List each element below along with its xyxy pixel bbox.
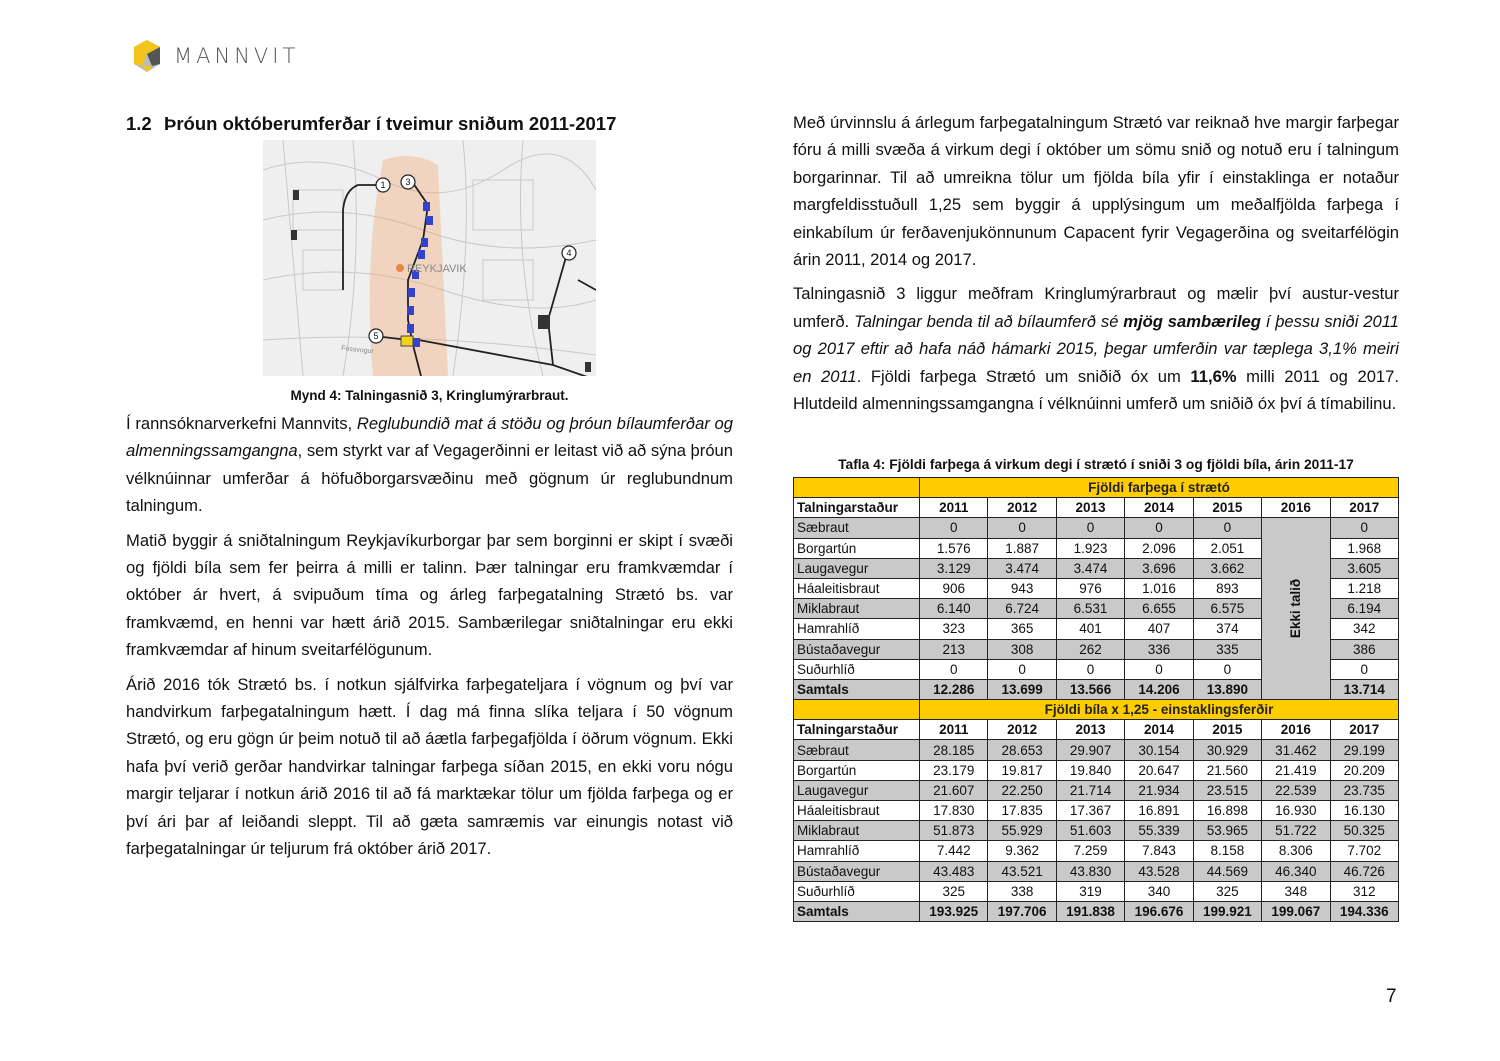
table-cell: 23.515 <box>1193 780 1261 800</box>
table-cell: 21.560 <box>1193 760 1261 780</box>
table-cell: 374 <box>1193 619 1261 639</box>
table-cell: 7.259 <box>1056 841 1124 861</box>
column-header: 2015 <box>1193 720 1261 740</box>
table-cell: 8.306 <box>1262 841 1330 861</box>
table-cell: 342 <box>1330 619 1398 639</box>
page-number: 7 <box>1386 986 1397 1007</box>
row-label: Hamrahlíð <box>794 619 920 639</box>
table-cell: 340 <box>1125 881 1193 901</box>
table-cell: 0 <box>920 659 988 679</box>
right-column <box>793 109 1399 424</box>
not-counted-cell <box>1262 518 1330 700</box>
table-cell: 16.891 <box>1125 801 1193 821</box>
table-cell: 196.676 <box>1125 901 1193 921</box>
row-label: Háaleitisbraut <box>794 578 920 598</box>
table-cell: 3.662 <box>1193 558 1261 578</box>
table-cell: 12.286 <box>920 679 988 699</box>
table-cell: 22.250 <box>988 780 1056 800</box>
table-cell: 0 <box>1056 659 1124 679</box>
table-cell: 14.206 <box>1125 679 1193 699</box>
table-cell: 30.154 <box>1125 740 1193 760</box>
row-label: Laugavegur <box>794 780 920 800</box>
column-header: 2014 <box>1125 720 1193 740</box>
row-label: Suðurhlíð <box>794 659 920 679</box>
table-cell: 3.129 <box>920 558 988 578</box>
table-cell: 29.907 <box>1056 740 1124 760</box>
paragraph-1 <box>126 410 733 520</box>
table-cell: 29.199 <box>1330 740 1398 760</box>
paragraph-2: Matið byggir á sniðtalningum Reykjavíkurborgar þar sem borginni er skipt í svæði og fjöldi bíla sem fer þeirra á milli er talinn. Þær talningar eru framkvæmdar í október ár hvert, á svipuðum tíma og árleg farþegatalning Strætó bs. var framkvæmd, en henni var hætt árið 2015. Sambærilegar sniðtalningar eru ekki framkvæmdar af hinum sveitarfélögunum. <box>126 530 733 660</box>
table-cell: 28.653 <box>988 740 1056 760</box>
table-cell: 1.923 <box>1056 538 1124 558</box>
table-cell: 308 <box>988 639 1056 659</box>
table-cell: 16.898 <box>1193 801 1261 821</box>
table-cell: 199.067 <box>1262 901 1330 921</box>
row-label: Bústaðavegur <box>794 639 920 659</box>
table-cell: 0 <box>1125 518 1193 538</box>
table-band-title: Fjöldi farþega í strætó <box>920 478 1399 498</box>
table-cell: 0 <box>1056 518 1124 538</box>
table-cell: 31.462 <box>1262 740 1330 760</box>
table-cell: 1.218 <box>1330 578 1398 598</box>
paragraph-4: Með úrvinnslu á árlegum farþegatalningum Strætó var reiknað hve margir farþegar fóru á milli svæða á virkum degi í október um sömu snið og notuð eru í talningum borgarinnar. Til að umreikna tölur um fjölda bíla yfir í einstaklinga er notaður margfeldisstuðull 1,25 sem byggir á upplýsingum um meðalfjölda farþega í einkabílum úr ferðavenjukönnunum Capacent fyrir Vegagerðina og sveitarfélögin árin 2011, 2014 og 2017. <box>793 113 1399 270</box>
column-header: 2014 <box>1125 498 1193 518</box>
table-cell: 51.722 <box>1262 821 1330 841</box>
logo-text: MANNVIT <box>174 44 300 68</box>
table-cell: 319 <box>1056 881 1124 901</box>
table-band-title: Fjöldi bíla x 1,25 - einstaklingsferðir <box>920 700 1399 720</box>
table-cell: 312 <box>1330 881 1398 901</box>
text: milli 2011 og 2017. Hlutdeild almenningssamgangna í vélknúinni umferð um sniðið óx því á tímabilinu. <box>793 366 1399 414</box>
figure-map <box>263 140 596 376</box>
table-row <box>794 740 1399 760</box>
table-cell: 21.714 <box>1056 780 1124 800</box>
column-header: 2013 <box>1056 498 1124 518</box>
table-cell: 6.194 <box>1330 599 1398 619</box>
table-cell: 0 <box>1193 518 1261 538</box>
table-cell: 325 <box>1193 881 1261 901</box>
table-cell: 3.474 <box>988 558 1056 578</box>
table-cell: 6.724 <box>988 599 1056 619</box>
figure-caption: Mynd 4: Talningasnið 3, Kringlumýrarbraut. <box>290 388 569 403</box>
table-cell: 0 <box>1330 659 1398 679</box>
table-cell: 0 <box>988 518 1056 538</box>
table-cell: 0 <box>1330 518 1398 538</box>
table-cell: 199.921 <box>1193 901 1261 921</box>
row-label: Hamrahlíð <box>794 841 920 861</box>
table-total-row <box>794 901 1399 921</box>
column-header: 2015 <box>1193 498 1261 518</box>
table-cell: 0 <box>920 518 988 538</box>
text: , sem styrkt var af Vegagerðinni er leitast við að sýna þróun vélknúinnar umferðar á höfuðborgarsvæðinu með gögnum úr reglubundnum talningum. <box>126 441 733 516</box>
table-cell: 43.528 <box>1125 861 1193 881</box>
table-cell: 386 <box>1330 639 1398 659</box>
column-header: 2017 <box>1330 498 1398 518</box>
table-cell: 17.367 <box>1056 801 1124 821</box>
table-cell: 43.830 <box>1056 861 1124 881</box>
table-cell: 893 <box>1193 578 1261 598</box>
table-cell: 407 <box>1125 619 1193 639</box>
column-header: Talningarstaður <box>794 498 920 518</box>
table-cell: 7.442 <box>920 841 988 861</box>
table-cell: 51.603 <box>1056 821 1124 841</box>
table-cell: 28.185 <box>920 740 988 760</box>
text-bold-italic: mjög sambærileg <box>1123 311 1261 331</box>
text-bold: 11,6% <box>1190 366 1237 386</box>
table-cell: 0 <box>1193 659 1261 679</box>
column-header: 2012 <box>988 720 1056 740</box>
row-label: Sæbraut <box>794 518 920 538</box>
table-cell: 262 <box>1056 639 1124 659</box>
table-cell: 51.873 <box>920 821 988 841</box>
table-cell: 16.930 <box>1262 801 1330 821</box>
table-cell: 191.838 <box>1056 901 1124 921</box>
table-cell: 1.968 <box>1330 538 1398 558</box>
row-label: Borgartún <box>794 760 920 780</box>
project-title: Reglubundið mat á stöðu og þróun bílaumferðar og almenningssamgangna <box>126 414 734 461</box>
table-cell: 6.655 <box>1125 599 1193 619</box>
row-label: Samtals <box>794 679 920 699</box>
table-cell: 3.696 <box>1125 558 1193 578</box>
table-cell: 16.130 <box>1330 801 1398 821</box>
column-header: 2017 <box>1330 720 1398 740</box>
row-label: Sæbraut <box>794 740 920 760</box>
column-header: 2012 <box>988 498 1056 518</box>
column-header: 2011 <box>920 720 988 740</box>
left-column <box>126 410 733 870</box>
table-cell: 325 <box>920 881 988 901</box>
section-title: Þróun októberumferðar í tveimur sniðum 2011-2017 <box>164 113 617 134</box>
table-cell: 19.817 <box>988 760 1056 780</box>
not-counted-label: Ekki talið <box>1288 579 1304 639</box>
map-label-bay: Fossvogur <box>340 345 375 356</box>
text-italic: Talningar benda til að bílaumferð sé <box>854 311 1124 331</box>
table-row <box>794 801 1399 821</box>
table-cell: 213 <box>920 639 988 659</box>
text: Talningasnið 3 liggur meðfram Kringlumýrarbraut og mælir því austur-vestur umferð. <box>793 284 1399 331</box>
section-number: 1.2 <box>126 113 152 134</box>
row-label: Háaleitisbraut <box>794 801 920 821</box>
map-marker-5: 5 <box>373 331 379 341</box>
table-cell: 0 <box>1125 659 1193 679</box>
table-cell: 21.607 <box>920 780 988 800</box>
table-cell: 13.566 <box>1056 679 1124 699</box>
table-cell: 976 <box>1056 578 1124 598</box>
text-italic: í þessu sniði 2011 og 2017 eftir að hafa náð hámarki 2015, þegar umferðin var tæplega 3,1% meiri en 2011 <box>793 311 1399 386</box>
table-cell: 46.340 <box>1262 861 1330 881</box>
table-band-blank <box>794 478 920 498</box>
table-cell: 21.419 <box>1262 760 1330 780</box>
map-marker-1: 1 <box>380 180 386 190</box>
table-cell: 1.887 <box>988 538 1056 558</box>
table-cell: 13.699 <box>988 679 1056 699</box>
table-cell: 197.706 <box>988 901 1056 921</box>
map-label-city: REYKJAVIK <box>407 263 467 275</box>
table-cell: 23.735 <box>1330 780 1398 800</box>
mannvit-logo <box>130 38 299 74</box>
table-row <box>794 760 1399 780</box>
row-label: Laugavegur <box>794 558 920 578</box>
table-row <box>794 861 1399 881</box>
column-header: 2016 <box>1262 498 1330 518</box>
table-cell: 13.890 <box>1193 679 1261 699</box>
table-cell: 2.051 <box>1193 538 1261 558</box>
table-band-blank <box>794 700 920 720</box>
table-cell: 194.336 <box>1330 901 1398 921</box>
table-cell: 365 <box>988 619 1056 639</box>
row-label: Samtals <box>794 901 920 921</box>
mannvit-logo-icon <box>130 38 164 74</box>
map-marker-4: 4 <box>566 248 572 258</box>
table-cell: 6.531 <box>1056 599 1124 619</box>
table-header-row <box>794 720 1399 740</box>
table-cell: 55.339 <box>1125 821 1193 841</box>
table-band-row <box>794 478 1399 498</box>
table-cell: 1.576 <box>920 538 988 558</box>
table-cell: 46.726 <box>1330 861 1398 881</box>
table-cell: 348 <box>1262 881 1330 901</box>
row-label: Miklabraut <box>794 821 920 841</box>
table-cell: 7.843 <box>1125 841 1193 861</box>
table-cell: 19.840 <box>1056 760 1124 780</box>
table-cell: 6.575 <box>1193 599 1261 619</box>
table-cell: 50.325 <box>1330 821 1398 841</box>
row-label: Suðurhlíð <box>794 881 920 901</box>
table-header-row <box>794 498 1399 518</box>
table-cell: 17.830 <box>920 801 988 821</box>
column-header: 2013 <box>1056 720 1124 740</box>
table-cell: 7.702 <box>1330 841 1398 861</box>
section-heading <box>126 113 616 135</box>
paragraph-5 <box>793 280 1399 417</box>
column-header: 2016 <box>1262 720 1330 740</box>
table-cell: 0 <box>988 659 1056 679</box>
table-cell: 9.362 <box>988 841 1056 861</box>
column-header: Talningarstaður <box>794 720 920 740</box>
table-cell: 401 <box>1056 619 1124 639</box>
table-band-row <box>794 700 1399 720</box>
table-cell: 323 <box>920 619 988 639</box>
table-cell: 335 <box>1193 639 1261 659</box>
table-cell: 20.647 <box>1125 760 1193 780</box>
table-row <box>794 780 1399 800</box>
table-cell: 43.521 <box>988 861 1056 881</box>
table-cell: 21.934 <box>1125 780 1193 800</box>
table-cell: 336 <box>1125 639 1193 659</box>
table-row <box>794 881 1399 901</box>
column-header: 2011 <box>920 498 988 518</box>
table-cell: 2.096 <box>1125 538 1193 558</box>
data-table <box>793 477 1399 922</box>
table-cell: 17.835 <box>988 801 1056 821</box>
table-cell: 22.539 <box>1262 780 1330 800</box>
row-label: Borgartún <box>794 538 920 558</box>
table-cell: 3.474 <box>1056 558 1124 578</box>
table-cell: 1.016 <box>1125 578 1193 598</box>
table-cell: 44.569 <box>1193 861 1261 881</box>
text: Í rannsóknarverkefni Mannvits, <box>126 414 357 433</box>
row-label: Miklabraut <box>794 599 920 619</box>
table-cell: 43.483 <box>920 861 988 881</box>
table-cell: 23.179 <box>920 760 988 780</box>
table-cell: 20.209 <box>1330 760 1398 780</box>
table-cell: 53.965 <box>1193 821 1261 841</box>
map-marker-3: 3 <box>405 177 411 187</box>
table-cell: 193.925 <box>920 901 988 921</box>
table-cell: 13.714 <box>1330 679 1398 699</box>
table-row <box>794 841 1399 861</box>
text: . Fjöldi farþega Strætó um sniðið óx um <box>856 366 1191 386</box>
table-cell: 906 <box>920 578 988 598</box>
table-cell: 338 <box>988 881 1056 901</box>
paragraph-3: Árið 2016 tók Strætó bs. í notkun sjálfvirka farþegateljara í vögnum og því var handvirkum farþegatalningum hætt. Í dag má finna slíka teljara í 50 vögnum Strætó, og eru gögn úr þeim notuð til að áætla farþegafjölda í öðrum vögnum. Ekki hafa því verið gerðar handvirkar talningar farþega síðan 2015, en ekki voru nógu margir teljarar í notkun árið 2016 til að fá marktækar tölur um fjölda farþega og er því ári þar af leiðandi sleppt. Til að gæta samræmis var einungis notast við farþegatalningar úr teljurum frá október árið 2017. <box>126 674 733 859</box>
table-cell: 3.605 <box>1330 558 1398 578</box>
table-row <box>794 518 1399 538</box>
row-label: Bústaðavegur <box>794 861 920 881</box>
table-cell: 6.140 <box>920 599 988 619</box>
table-cell: 8.158 <box>1193 841 1261 861</box>
table-cell: 943 <box>988 578 1056 598</box>
table-row <box>794 821 1399 841</box>
table-cell: 55.929 <box>988 821 1056 841</box>
table-caption: Tafla 4: Fjöldi farþega á virkum degi í strætó í sniði 3 og fjöldi bíla, árin 2011-17 <box>838 457 1354 472</box>
table-cell: 30.929 <box>1193 740 1261 760</box>
